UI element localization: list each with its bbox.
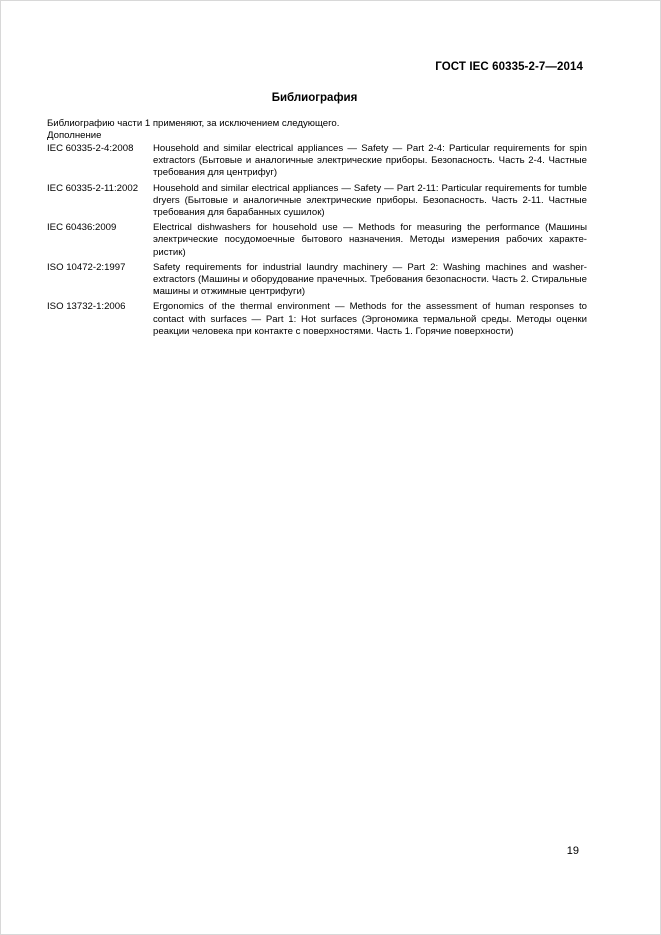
reference-title: Safety requirements for industrial laundry machinery — Part 2: Washing machines and washer-extractors (Машины и оборудование прачечных. Требования безопасности. Часть 2. Стиральные машины и отжимные центрифуги)	[153, 261, 587, 298]
reference-title: Household and similar electrical appliances — Safety — Part 2-4: Particular requirements for spin extractors (Бытовые и аналогичные электрические приборы. Безопасность. Часть 2-4. Частные требования для центрифуг)	[153, 143, 587, 179]
intro-line: Библиографию части 1 применяют, за исключением следующего.	[47, 118, 340, 129]
reference-list	[47, 143, 587, 341]
reference-item	[47, 301, 587, 338]
reference-code: IEC 60335-2-4:2008	[47, 143, 134, 154]
reference-code: IEC 60436:2009	[47, 222, 117, 234]
reference-item	[47, 222, 587, 259]
reference-item	[47, 183, 587, 220]
intro-text	[47, 118, 587, 142]
section-title: Библиография	[271, 92, 358, 104]
reference-title: Electrical dishwashers for household use — Methods for measuring the performance (Машины электрические посудомоечные бытового назначения. Методы измерения рабочих характеристик)	[153, 222, 587, 258]
reference-code: IEC 60335-2-11:2002	[47, 182, 139, 194]
intro-line: Дополнение	[47, 130, 102, 142]
document-code: ГОСТ IEC 60335-2-7—2014	[435, 61, 583, 73]
reference-item	[47, 143, 587, 180]
reference-title: Ergonomics of the thermal environment — Methods for the assessment of human responses to contact with surfaces — Part 1: Hot surfaces (Эргономика термальной среды. Методы оценки реакции человека при контакте с поверхностями. Часть 1. Горячие поверхности)	[153, 301, 587, 337]
page-number: 19	[566, 845, 579, 857]
reference-code: ISO 13732-1:2006	[47, 301, 126, 313]
reference-code: ISO 10472-2:1997	[47, 261, 126, 273]
reference-item	[47, 262, 587, 299]
reference-title: Household and similar electrical appliances — Safety — Part 2-11: Particular requirements for tumble dryers (Бытовые и аналогичные электрические приборы. Безопасность. Часть 2-11. Частные требования для барабанных сушилок)	[153, 182, 587, 219]
